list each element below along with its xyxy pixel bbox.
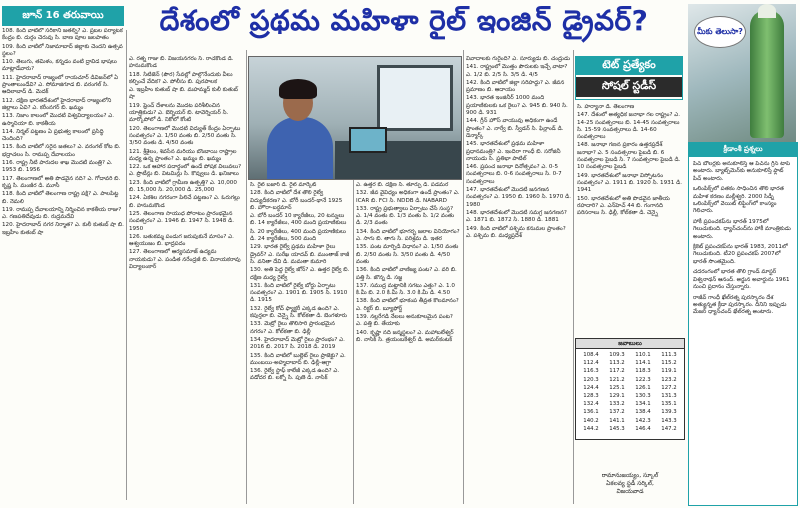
paragraph: 125. తెలంగాణ సాయుధ పోరాటం ప్రారంభమైన సంవత్సరం? ఎ. 1946 బి. 1947 సి. 1948 డి. 1950	[129, 210, 234, 232]
answer-cell: 120.3	[583, 376, 599, 383]
author-line: ఏకలవ్య స్టడీ సర్కిల్,	[606, 480, 654, 487]
column-divider	[246, 50, 247, 504]
paragraph: 123. కింది వాటిలో గ్రామీణ ఉత్పత్తి? ఎ. 10,000 బి. 15,000 సి. 20,000 డి. 25,000	[129, 179, 237, 194]
paragraph: ఎ. ఇబ్రహీం కుతుబ్ షా బి. మహమ్మద్ కులీ కుతుబ్ షా	[129, 87, 238, 101]
answer-cell: 135.1	[661, 401, 677, 408]
paragraph: 112. దక్షిణ భారతదేశంలో హైదరాబాద్ రాజ్యంలోని జిల్లాలు ఏవి? ఎ. కరీంనగర్ బి. ఖమ్మం	[2, 97, 112, 111]
paragraph: 145. భారతదేశంలో ప్రథమ మహిళా ప్రధానమంత్రి? ఎ. ఇందిరా గాంధీ బి. సరోజినీ నాయుడు సి. ప్రతిభా పాటిల్	[466, 141, 561, 162]
date-banner: జూన్ 16 తరువాయి	[2, 6, 124, 26]
paragraph: 116. రాష్ట్ర నీటి పారుదల శాఖ మొదటి మంత్రి? ఎ. 1953 బి. 1956	[2, 160, 113, 174]
answer-cell: 108.4	[583, 352, 599, 358]
column-1	[2, 28, 124, 504]
paragraph: 124. ఏకశిల నగరంగా పిలిచే పట్టణం? ఎ. ఓరుగల్లు బి. హనుమకొండ	[129, 195, 240, 209]
paragraph: 134. హైదరాబాద్ మెట్రో రైలు ప్రారంభం? ఎ. 2016 బి. 2017 సి. 2018 డి. 2019	[250, 336, 345, 351]
paragraph: 113. నిజాం కాలంలో మొదటి విశ్వవిద్యాలయం? ఎ. ఉస్మానియా బి. కాకతీయ	[2, 113, 114, 127]
answer-cell: 137.2	[609, 409, 625, 416]
answer-cell: 141.1	[609, 417, 625, 424]
answer-cell: 130.3	[635, 393, 651, 400]
paragraph: 120. హైదరాబాద్ నగర నిర్మాత? ఎ. కులీ కుతుబ్ షా బి. ఇబ్రహీం కుతుబ్ షా	[2, 222, 124, 236]
sports-title: క్రీడాంశీ ప్రశ్నలు	[689, 143, 797, 157]
column-4	[356, 182, 460, 504]
paragraph: 119. ఫ్రెంచ్ దేశాలను మొదట పరిశీలించిన యాత్రికుడు? ఎ. బెర్నియర్ బి. టావెర్నియర్ సి. మార్కోపోలో డి. నికోలో కోంటి	[129, 102, 229, 124]
paragraph: 133. రాష్ట్ర ప్రభుత్వాలు ఏర్పాటు చేసే సంస్థ? ఎ. 1/4 వంతు బి. 1/3 వంతు సి. 1/2 వంతు డి. 2/3 వంతు	[356, 205, 455, 227]
paragraph: 122. ఒక ఆహార పదార్థంలో ఉండే పోషక విలువలు? ఎ. ప్రొటీన్లు బి. విటమిన్లు సి. కొవ్వులు డి. ఖనిజాలు	[129, 164, 242, 178]
paragraph: 149. కింది వాటిలో పశ్చిమ కనుమల ప్రాంతం? ఎ. పశ్చిమ బి. మధ్యప్రదేశ్	[466, 225, 566, 239]
paragraph: 117. తెలంగాణలో అతి పొడవైన నది? ఎ. గోదావరి బి. కృష్ణ సి. మంజీర డి. మూసీ	[2, 175, 121, 189]
paragraph: 141. రాష్ట్రంలో మొత్తం పౌరులకు ఇచ్చే వాటా? ఎ. 1/2 బి. 2/5 సి. 3/5 డి. 4/5	[466, 64, 568, 78]
answer-cell: 147.2	[661, 425, 677, 432]
paragraph: 131. కింది వాటిలో రైల్వే బోర్డు ఏర్పాటు సంవత్సరం? ఎ. 1901 బి. 1905 సి. 1910 డి. 1915	[250, 282, 348, 304]
answers-grid	[576, 349, 684, 435]
answer-cell: 109.3	[609, 352, 625, 358]
paragraph: రాజీవ్ గాంధీ ఖేల్‌రత్న పురస్కారం దేశ అత్యున్నత క్రీడా పురస్కారం. దీనిని ఇప్పుడు మేజర్ ధ్యాన్‌చంద్ ఖేల్‌రత్న అంటారు.	[693, 294, 787, 316]
answer-cell: 117.2	[609, 368, 625, 375]
paragraph: 149. భారతదేశంలో జనాభా విస్ఫోటనం సంవత్సరం? ఎ. 1911 బి. 1920 సి. 1931 డి. 1941	[577, 172, 682, 194]
answer-cell: 118.3	[635, 368, 651, 375]
paragraph: ఎ. ఉత్తర బి. దక్షిణ సి. తూర్పు డి. పడమర	[356, 182, 449, 188]
answer-cell: 132.4	[583, 401, 599, 408]
answer-cell: 146.4	[635, 425, 651, 432]
paragraph: 136. రైల్వే స్టాఫ్ కాలేజీ ఎక్కడ ఉంది? ఎ. వడోదర బి. లక్నో సి. పుణె డి. నాసిక్	[250, 368, 340, 382]
answer-cell: 126.1	[635, 384, 651, 391]
paragraph: 120. తెలంగాణలో మొదటి విద్యుత్ కేంద్రం ఏర్పాటు సంవత్సరం? ఎ. 1/50 వంతు బి. 2/50 వంతు సి. 3/50 వంతు డి. 4/50 వంతు	[129, 125, 241, 147]
answer-cell: 115.2	[661, 360, 677, 367]
answer-cell: 111.3	[661, 352, 677, 358]
paragraph: 150. భారతదేశంలో అతి పొడవైన జాతీయ రహదారి? ఎ. ఎన్‌హెచ్ 44 బి. గంగానది పరిసరాలు సి. ఢిల్లీ, కోల్‌కతా డి. చెన్నై	[577, 195, 670, 217]
answers-title: జవాబులు	[576, 339, 684, 349]
answers-box	[575, 338, 685, 440]
paragraph: పిచ్ బౌలర్లకు అనుకూలిస్తే ఆ పిచ్‌ను గ్రీన్ టాప్ అంటారు. బ్యాట్స్‌మెన్‌కు అనుకూలిస్తే ఫ్లాట్ పిచ్ అంటారు.	[693, 161, 791, 182]
answer-cell: 128.3	[583, 393, 599, 400]
paragraph: 128. కింది వాటిలో దేశ తొలి రైల్వే విద్యుదీకరణ? ఎ. బోరీ బందర్-థానే 1925 బి. హౌరా-బర్ధమాన్	[250, 190, 343, 211]
answer-cell: 122.3	[635, 376, 651, 383]
answer-cell: 129.1	[609, 393, 625, 400]
answer-cell: 110.1	[635, 352, 651, 358]
column-6	[577, 104, 683, 336]
sports-text	[693, 161, 793, 501]
paragraph: ఒలింపిక్స్‌లో పతకం సాధించిన తొలి భారత మహిళ కరణం మల్లీశ్వరి. 2000 సిడ్నీ ఒలింపిక్స్‌లో వెయిట్ లిఫ్టింగ్‌లో కాంస్యం గెలిచారు.	[693, 186, 784, 215]
cab-window	[377, 65, 453, 131]
paragraph: 132. రైల్వే కోచ్ ఫ్యాక్టరీ ఎక్కడ ఉంది? ఎ. కపుర్తలా బి. చెన్నై సి. కోల్‌కతా డి. బెంగళూరు	[250, 305, 347, 320]
paragraph: 108. కింది వాటిలో సరికాని జతల్ని? ఎ. ప్రబల పర్యాటక కేంద్రం బి. దుర్గం చెరువు సి. బాణ పూల జలపాతం	[2, 28, 123, 42]
paragraph: 148. భారతదేశంలో మొదటి సమగ్ర జనగణన? ఎ. 1871 బి. 1872 సి. 1880 డి. 1881	[466, 209, 567, 224]
column-divider	[353, 180, 354, 504]
answer-cell: 121.2	[609, 376, 625, 383]
paragraph: 130. అతి పెద్ద రైల్వే జోన్? ఎ. ఉత్తర రైల్వే బి. దక్షిణ మధ్య రైల్వే	[250, 267, 350, 281]
answer-cell: 131.3	[661, 393, 677, 400]
answer-cell: 142.3	[635, 417, 651, 424]
paragraph: 138. కింది వాటిలో భూకంప తీవ్రత కొలమానం? ఎ. రిక్టర్ బి. బ్యూఫోర్ట్	[356, 298, 459, 312]
author-line: విజయవాడ	[616, 488, 644, 495]
author-line: రామానుజయ్యం, స్కూల్	[601, 472, 659, 479]
did-you-know-panel	[688, 4, 796, 142]
paragraph: 142. కింది వాటిలో జిల్లా సరిహద్దు? ఎ. జీవన ప్రమాణం బి. ఆదాయం	[466, 79, 565, 94]
social-studies-title: సోషల్ స్టడీస్	[576, 77, 682, 97]
driver-hair	[279, 79, 317, 99]
answer-cell: 119.1	[661, 368, 677, 375]
paragraph: 114. నిర్మల్ పట్టణం ఏ ప్రభుత్వ కాలంలో ప్రసిద్ధి చెందింది?	[2, 128, 104, 143]
answer-cell: 114.1	[635, 360, 651, 367]
answer-cell: 123.2	[661, 376, 677, 383]
column-3	[250, 182, 350, 504]
paragraph: 111. హైదరాబాద్ రాజ్యంలో రాయచూర్ డివిజన్‌లో ఏ ప్రాంతాలుండేవి? ఎ. సోమాజిగూడ బి. వరంగల్ సి. ఆదిలాబాద్ డి. మెదక్	[2, 74, 119, 96]
missile-tip	[758, 4, 776, 18]
paragraph: హాకీ ప్రపంచకప్‌ను భారత్ 1975లో గెలుచుకుంది. ధ్యాన్‌చంద్‌ను హాకీ మాంత్రికుడు అంటారు.	[693, 218, 791, 240]
answer-cell: 145.3	[609, 425, 625, 432]
sports-questions-box	[688, 142, 798, 506]
paragraph: 135. కింది వాటిలో బుల్లెట్ రైలు ప్రాజెక్టు? ఎ. ముంబయి-అహ్మదాబాద్ బి. ఢిల్లీ-ఆగ్రా	[250, 352, 346, 366]
engine-driver-photo	[248, 56, 462, 180]
answer-cell: 133.2	[609, 401, 625, 408]
paragraph: 126. బతుకమ్మ పండుగ జరుపుకునే మాసం? ఎ. ఆశ్వయుజం బి. భాద్రపదం	[129, 233, 234, 248]
answer-cell: 136.1	[583, 409, 599, 416]
column-5	[466, 56, 571, 504]
paragraph: క్రికెట్ ప్రపంచకప్‌ను భారత్ 1983, 2011లో గెలుచుకుంది. టీ20 ప్రపంచకప్ 2007లో భారత్ సొంతమైంది.	[693, 244, 788, 265]
paragraph: 136. కింది వాటిలో వాణిజ్య పంట? ఎ. వరి బి. పత్తి సి. జొన్న డి. సజ్జ	[356, 267, 457, 281]
paragraph: 132. జీవ వైవిధ్యం అధికంగా ఉండే ప్రాంతం? ఎ. ICAR బి. FCI సి. NDDB డి. NABARD	[356, 190, 460, 204]
paragraph: 119. రామప్ప దేవాలయాన్ని నిర్మించిన కాకతీయ రాజు? ఎ. గణపతిదేవుడు బి. రుద్రమదేవి	[2, 206, 122, 221]
control-screen	[349, 127, 387, 153]
paragraph: 127. తెలంగాణలో ఆర్యసమాజ్ ఉద్యమ నాయకుడు? ఎ. పండిత నరేంద్రజీ బి. వినాయకరావు విద్యాలంకార్	[129, 249, 241, 271]
column-divider	[573, 50, 574, 504]
paragraph: 133. మెట్రో రైలు తొలిసారి ప్రారంభమైన నగరం? ఎ. కోల్‌కతా బి. ఢిల్లీ	[250, 321, 335, 335]
paragraph: ఎ. రత్న గాజు బి. విజయనగరం సి. రాచకొండ డి. హనుమకొండ	[129, 56, 234, 70]
paragraph: 134. కింది వాటిలో భూగర్భ జలాల వినియోగం? ఎ. సాగు బి. తాగు సి. పరిశ్రమ డి. ఇతర	[356, 228, 460, 243]
paragraph: 135. పంట మార్పిడి విధానం? ఎ. 1/50 వంతు బి. 2/50 వంతు సి. 3/50 వంతు డి. 4/50 వంతు	[356, 244, 459, 265]
paragraph: సి. 20 క్యారేజీలు, 400 మంది ప్రయాణికులు డి. 24 క్యారేజీలు, 500 మంది	[250, 228, 346, 243]
column-divider	[126, 30, 127, 500]
paragraph: 139. నల్లరేగడి నేలలు అనుకూలమైన పంట? ఎ. పత్తి బి. తేయాకు	[356, 314, 453, 328]
column-divider	[463, 50, 464, 504]
paragraph: ఎ. బోరీ బందర్ 10 క్యారేజీలు, 20 టన్నులు బి. 14 క్యారేజీలు, 400 మంది ప్రయాణికులు	[250, 213, 347, 227]
paragraph: సి. రైల్ బజార్ డి. రైల్ మార్కెట్	[250, 182, 317, 188]
paragraph: 146. ప్రపంచ జనాభా దినోత్సవం? ఎ. 0-5 సంవత్సరాలు బి. 0-6 సంవత్సరాలు సి. 0-7 సంవత్సరాలు	[466, 164, 562, 185]
paragraph: 118. సిటిజెన్ (పౌర) సేవల్లో పాల్గొనేందుకు వీలు కల్పించే వేదిక? ఎ. పోలీసు బి. పురపాలక	[129, 71, 233, 85]
answer-cell: 112.4	[583, 360, 599, 367]
answer-cell: 134.1	[635, 401, 651, 408]
paragraph: 109. కింది వాటిలో నిజామాబాద్ జిల్లాకు చెందని ఉత్సవ స్థలం?	[2, 43, 123, 57]
paragraph: 118. కింది వాటిలో తెలంగాణ రాష్ట్ర పక్షి? ఎ. పాలపిట్ట బి. నెమలి	[2, 191, 119, 205]
answer-cell: 139.3	[661, 409, 677, 416]
paragraph: 115. కింది వాటిలో సరైన జతలు? ఎ. వరంగల్ కోట బి. భద్రాచలం సి. రామప్ప దేవాలయం	[2, 144, 121, 158]
answer-cell: 125.1	[609, 384, 625, 391]
answer-cell: 124.4	[583, 384, 599, 391]
tet-special-box	[575, 56, 683, 100]
paragraph: 147. దేశంలో అత్యధిక జనాభా గల రాష్ట్రం? ఎ. 14-25 సంవత్సరాలు బి. 14-45 సంవత్సరాలు సి. 15-59 సంవత్సరాలు డి. 14-60 సంవత్సరాలు	[577, 112, 680, 141]
answer-cell: 138.4	[635, 409, 651, 416]
paragraph: 129. భారత రైల్వే ప్రథమ మహిళా రైలు డ్రైవర్? ఎ. సురేఖ యాదవ్ బి. ముంతాజ్ కాజీ సి. వనితా దేవి డి. మమతా కుమారి	[250, 244, 350, 265]
driver-figure	[267, 117, 333, 180]
paragraph: 147. భారతదేశంలో మొదటి జనగణన సంవత్సరం? ఎ. 1950 బి. 1960 సి. 1970 డి. 1980	[466, 187, 571, 208]
paragraph: 110. తెలుగు, తమిళం, కన్నడం వంటి ద్రావిడ భాషలు మాట్లాడేవారు?	[2, 59, 117, 73]
paragraph: 121. శ్రీశైలం, శివసేన మరియు బొంబాయి రాష్ట్రాల మధ్య ఉన్న ప్రాంతం? ఎ. ఖమ్మం బి. ఖమ్మం	[129, 148, 237, 162]
paragraph: 144. గ్రీన్ హౌస్ వాయువు అధికంగా ఉండే ప్రాంతం? ఎ. నార్వే బి. స్వీడన్ సి. ఫిన్లాండ్ డి. డెన్మార్క్	[466, 118, 564, 139]
answer-cell: 113.2	[609, 360, 625, 367]
paragraph: చదరంగంలో భారత తొలి గ్రాండ్ మాస్టర్ విశ్వనాథన్ ఆనంద్. అర్జున అవార్డును 1961 నుంచి ప్రదానం చేస్తున్నారు.	[693, 269, 790, 291]
answer-cell: 116.3	[583, 368, 599, 375]
answer-cell: 143.3	[661, 417, 677, 424]
did-you-know-label: మీకు తెలుసా?	[694, 16, 746, 48]
missile-illustration	[750, 10, 784, 138]
paragraph: వివాదాలకు గురైంది? ఎ. సూర్యుడు బి. చంద్రుడు	[466, 56, 571, 62]
column-2	[129, 56, 244, 504]
headline: దేశంలో ప్రథమ మహిళా రైల్ ఇంజిన్ డ్రైవర్?	[159, 4, 649, 37]
paragraph: సి. హర్యానా డి. తెలంగాణ	[577, 104, 635, 110]
tet-special-tag: టెట్ ప్రత్యేకం	[576, 57, 682, 75]
answer-cell: 144.2	[583, 425, 599, 432]
paragraph: 137. సముద్ర మట్టానికి సగటు ఎత్తు? ఎ. 1.0 కి.మీ బి. 2.0 కి.మీ సి. 3.0 కి.మీ డి. 4.50	[356, 282, 455, 297]
paragraph: 148. జనాభా గణన ప్రకారం ఉత్తరప్రదేశ్ జనాభా? ఎ. 5 సంవత్సరాల పైబడి బి. 6 సంవత్సరాల పైబడి సి. 7 సంవత్సరాల పైబడి డి. 10 సంవత్సరాల పైబడి	[577, 142, 681, 171]
paragraph: 140. కృష్ణా నది జన్మస్థలం? ఎ. మహాబలేశ్వర్ బి. నాసిక్ సి. త్రయంబకేశ్వర్ డి. అమర్‌కంటక్	[356, 329, 454, 343]
author-credit	[577, 472, 683, 502]
answer-cell: 140.2	[583, 417, 599, 424]
answer-cell: 127.2	[661, 384, 677, 391]
paragraph: 143. భారత ఇంజినీర్ 1000 మంది ప్రయాణికులకు ఒక రైలు? ఎ. 945 బి. 940 సి. 900 డి. 931	[466, 95, 568, 117]
